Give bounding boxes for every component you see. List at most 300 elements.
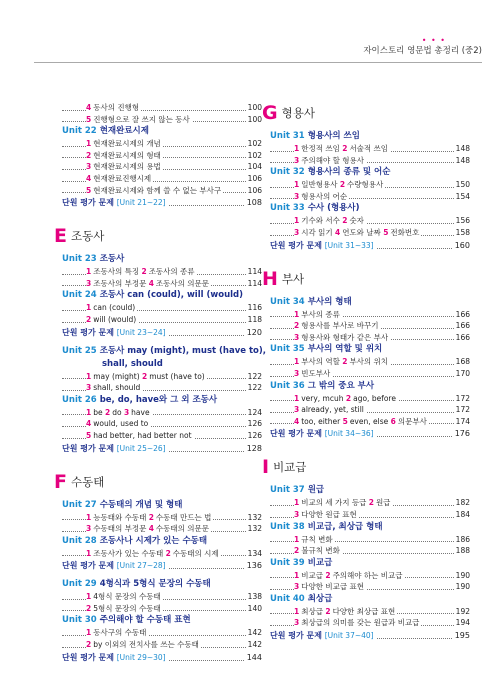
toc-entry[interactable]	[270, 155, 470, 167]
page-number: 144	[246, 652, 262, 662]
item-number: 2	[86, 640, 92, 650]
unit-title: 조동사	[99, 254, 125, 265]
entry-text	[294, 228, 421, 237]
unit-test-entry[interactable]	[270, 427, 470, 440]
page-number: 148	[455, 144, 470, 153]
item-number: 3	[294, 405, 300, 415]
section-title: 조동사	[70, 229, 105, 244]
unit-test-label	[62, 653, 168, 662]
page-number: 148	[455, 155, 470, 165]
item-text: 동사의 진행형	[93, 103, 140, 112]
item-number: 1	[294, 534, 300, 544]
item-number: 2	[142, 371, 148, 381]
page-number: 188	[455, 546, 470, 556]
toc-entry[interactable]	[270, 368, 470, 380]
unit-number: Unit 33	[270, 203, 308, 214]
item-number: 1	[86, 512, 92, 522]
item-number: 5	[86, 430, 92, 440]
toc-entry[interactable]	[270, 191, 470, 203]
unit-heading[interactable]	[270, 130, 470, 143]
section-title: 부사	[281, 271, 305, 286]
toc-entry[interactable]	[270, 320, 470, 332]
page-number: 176	[454, 429, 470, 439]
toc-entry[interactable]	[62, 173, 262, 185]
page-number: 114	[247, 278, 262, 288]
toc-entry[interactable]	[62, 314, 262, 326]
unit-heading[interactable]	[270, 521, 470, 534]
section-heading	[262, 102, 470, 124]
item-number: 2	[86, 314, 92, 324]
item-number: 1	[86, 267, 92, 277]
item-number: 6	[390, 416, 396, 426]
entry-text	[86, 408, 152, 417]
unit-number: Unit 40	[270, 593, 308, 604]
item-number: 1	[294, 498, 300, 508]
entry-text	[294, 618, 421, 627]
item-text: 불규칙 변화	[301, 546, 340, 556]
toc-entry[interactable]	[270, 356, 470, 368]
toc-entry[interactable]	[62, 430, 262, 442]
running-header	[363, 36, 482, 56]
item-number: 5	[383, 227, 389, 237]
section-heading	[262, 456, 470, 478]
toc-entry[interactable]	[62, 114, 262, 126]
toc-entry[interactable]	[62, 185, 262, 197]
unit-test-label	[270, 631, 376, 640]
toc-entry[interactable]	[62, 371, 262, 383]
item-text: do	[112, 407, 124, 417]
toc-entry[interactable]	[270, 606, 470, 618]
item-text: have	[131, 407, 150, 417]
item-number: 3	[86, 162, 92, 172]
item-number: 3	[294, 191, 300, 201]
unit-heading[interactable]	[270, 202, 470, 215]
item-number: 1	[86, 371, 92, 381]
unit-test-title: 단원 평가 문제	[270, 631, 325, 641]
toc-entry[interactable]	[62, 138, 262, 150]
item-text: too, either	[301, 416, 343, 426]
unit-heading[interactable]	[62, 253, 262, 266]
entry-text	[86, 549, 221, 558]
item-number: 2	[345, 393, 352, 403]
toc-entry[interactable]	[270, 227, 470, 239]
unit-test-range: [Unit 27~28]	[116, 561, 166, 571]
item-number: 2	[342, 144, 348, 153]
unit-number: Unit 24	[62, 290, 100, 301]
unit-title: 원급	[307, 485, 325, 496]
page-number: 100	[247, 103, 262, 112]
item-text: would, used to	[93, 419, 149, 429]
entry-text	[294, 321, 380, 330]
unit-heading[interactable]	[270, 380, 470, 393]
item-text: 기수와 서수	[301, 216, 343, 226]
entry-text	[86, 383, 142, 392]
unit-title: be, do, have와 그 외 조동사	[99, 394, 218, 405]
item-number: 1	[294, 570, 300, 580]
page-number: 122	[247, 371, 262, 381]
unit-test-title: 단원 평가 문제	[62, 561, 117, 571]
toc-entry[interactable]	[62, 150, 262, 162]
page-number: 102	[247, 139, 262, 149]
toc-entry[interactable]	[62, 523, 262, 535]
item-number: 3	[294, 368, 300, 378]
item-text: 현재완료시제의 개념	[93, 139, 161, 149]
item-number: 1	[86, 303, 92, 313]
item-number: 4	[86, 103, 92, 112]
item-text: 조동사의 부정문	[93, 278, 149, 288]
unit-title: 조동사 can (could), will (would)	[99, 290, 244, 301]
unit-title: 그 밖의 중요 부사	[307, 380, 375, 391]
item-text: 형용사를 부사로 바꾸기	[301, 321, 379, 331]
unit-number: Unit 39	[270, 557, 308, 568]
page-number: 138	[247, 592, 262, 602]
page-number: 124	[247, 407, 262, 417]
item-number: 2	[294, 321, 300, 331]
unit-test-label	[62, 444, 168, 453]
unit-title: 조동사 may (might), must (have to),	[99, 345, 266, 356]
item-text: had better, had better not	[93, 430, 192, 440]
entry-text	[86, 524, 211, 533]
page-number: 134	[247, 548, 262, 558]
item-text: 다양한 최상급 표현	[332, 606, 396, 616]
toc-entry[interactable]	[62, 266, 262, 278]
item-number: 1	[86, 592, 92, 602]
unit-test-entry[interactable]	[62, 196, 262, 209]
entry-text	[86, 372, 207, 381]
entry-text	[86, 431, 194, 440]
toc-entry[interactable]	[62, 102, 262, 114]
item-text: 부사의 역할	[301, 357, 343, 367]
toc-entry[interactable]	[270, 416, 470, 428]
unit-heading[interactable]	[62, 289, 262, 302]
item-number: 1	[86, 628, 92, 638]
item-number: 2	[86, 603, 92, 613]
page-number: 156	[455, 216, 470, 226]
item-text: 수동태 만드는 법	[155, 512, 212, 522]
item-number: 1	[294, 606, 300, 616]
toc-entry[interactable]	[62, 407, 262, 419]
page-number: 142	[247, 640, 262, 650]
toc-entry[interactable]	[62, 161, 262, 173]
entry-text	[86, 315, 138, 324]
item-text: 주의해야 할 형용사	[301, 155, 364, 165]
item-text: 빈도부사	[301, 368, 331, 378]
unit-test-title: 단원 평가 문제	[62, 652, 117, 662]
toc-entry[interactable]	[62, 639, 262, 651]
unit-heading[interactable]	[62, 345, 266, 358]
entry-text	[86, 303, 137, 312]
item-text: 조동사가 있는 수동태	[93, 548, 166, 558]
unit-title: 형용사의 종류 및 어순	[307, 167, 391, 178]
toc-entry[interactable]	[270, 393, 470, 405]
item-number: 2	[342, 216, 348, 226]
unit-title: 주의해야 할 수동태 표현	[99, 615, 191, 626]
entry-text	[294, 571, 405, 580]
entry-text	[86, 604, 163, 613]
item-number: 1	[86, 139, 92, 149]
item-text: 비교의 세 가지 등급	[301, 498, 369, 508]
unit-number: Unit 38	[270, 521, 308, 532]
item-number: 5	[342, 416, 348, 426]
unit-heading[interactable]	[62, 499, 262, 512]
item-number: 1	[86, 407, 92, 417]
page-number: 126	[247, 419, 262, 429]
entry-text	[86, 419, 150, 428]
section-title: 비교급	[273, 460, 307, 475]
toc-entry[interactable]	[270, 534, 470, 546]
section-heading	[262, 268, 470, 290]
item-text: 전화번호	[390, 227, 420, 237]
page-number: 102	[247, 150, 262, 160]
toc-entry[interactable]	[62, 418, 262, 430]
item-number: 4	[148, 278, 154, 288]
item-text: 조동사의 의문문	[155, 278, 210, 288]
entry-text	[294, 333, 390, 342]
unit-title: 최상급	[307, 593, 333, 604]
unit-heading[interactable]	[270, 593, 470, 606]
toc-column-right	[262, 102, 470, 642]
unit-number: Unit 27	[62, 499, 100, 510]
unit-test-title: 단원 평가 문제	[62, 198, 117, 208]
section-letter: I	[262, 456, 270, 479]
toc-entry[interactable]	[270, 497, 470, 509]
item-number: 3	[294, 618, 300, 628]
header-dots: • • •	[421, 36, 446, 45]
item-text: already, yet, still	[301, 405, 364, 415]
toc-entry[interactable]	[270, 309, 470, 321]
item-text: 수량형용사	[347, 180, 384, 190]
unit-number: Unit 37	[270, 485, 308, 496]
page-number: 132	[247, 524, 262, 534]
item-text: 규칙 변화	[301, 534, 333, 544]
unit-number: Unit 22	[62, 126, 100, 137]
page-number: 118	[247, 314, 262, 324]
page-number: 108	[246, 198, 262, 208]
toc-entry[interactable]	[62, 302, 262, 314]
page-number: 195	[454, 631, 470, 641]
entry-text	[294, 535, 335, 544]
item-number: 4	[148, 524, 154, 534]
page-number: 160	[454, 240, 470, 250]
toc-entry[interactable]	[270, 545, 470, 557]
item-text: 숫자	[349, 216, 364, 226]
unit-heading[interactable]	[62, 394, 262, 407]
item-number: 4	[294, 416, 300, 426]
item-number: 3	[86, 278, 92, 288]
unit-heading[interactable]	[62, 125, 262, 138]
page-number: 126	[247, 430, 262, 440]
item-number: 4	[86, 173, 92, 183]
unit-title: 비교급	[307, 557, 333, 568]
page-number: 116	[247, 303, 262, 313]
unit-title: 조동사나 시제가 있는 수동태	[99, 535, 208, 546]
toc-entry[interactable]	[62, 278, 262, 290]
unit-test-label	[62, 198, 168, 207]
unit-test-entry[interactable]	[62, 442, 262, 455]
unit-heading[interactable]	[62, 614, 262, 627]
entry-text	[86, 628, 148, 637]
page-number: 194	[455, 618, 470, 628]
page-number: 120	[246, 327, 262, 337]
unit-test-entry[interactable]	[62, 651, 262, 664]
page-number: 158	[455, 227, 470, 237]
item-number: 2	[368, 498, 374, 508]
toc-entry[interactable]	[270, 404, 470, 416]
toc-entry[interactable]	[62, 382, 262, 394]
item-text: 한정적 쓰임	[301, 144, 343, 153]
item-text: 조동사의 특징	[93, 267, 142, 277]
unit-heading[interactable]	[62, 578, 262, 591]
item-text: 연도와 날짜	[342, 227, 384, 237]
item-text: 서술적 쓰임	[349, 144, 389, 153]
page-number: 132	[247, 512, 262, 522]
toc-entry[interactable]	[270, 332, 470, 344]
item-text: 다양한 비교급 표현	[301, 582, 364, 592]
unit-test-title: 단원 평가 문제	[270, 240, 325, 250]
page-number: 142	[247, 628, 262, 638]
unit-test-entry[interactable]	[270, 629, 470, 642]
unit-number: Unit 32	[270, 167, 308, 178]
page-number: 182	[455, 498, 470, 508]
item-number: 5	[86, 114, 92, 124]
item-text: be	[93, 407, 105, 417]
entry-text	[294, 582, 366, 591]
entry-text	[86, 186, 223, 195]
page-number: 122	[247, 383, 262, 393]
section-title: 형용사	[281, 106, 315, 120]
unit-test-range: [Unit 31~33]	[324, 240, 374, 250]
entry-text	[294, 405, 366, 414]
item-text: 형용사와 형태가 같은 부사	[301, 332, 389, 342]
item-number: 1	[294, 393, 300, 403]
unit-test-range: [Unit 25~26]	[116, 443, 166, 453]
item-number: 3	[86, 383, 92, 393]
page-number: 170	[455, 368, 470, 378]
unit-title: 부사의 형태	[307, 296, 352, 307]
toc-entry[interactable]	[270, 617, 470, 629]
item-number: 1	[294, 216, 300, 226]
section-title: 수동태	[70, 474, 105, 489]
unit-heading-continued: shall, should	[102, 358, 163, 369]
entry-text	[86, 267, 197, 276]
toc-entry[interactable]	[270, 215, 470, 227]
item-text: 현재완료진행시제	[93, 173, 152, 183]
unit-test-entry[interactable]	[270, 239, 470, 252]
page-number: 190	[455, 582, 470, 592]
toc-entry[interactable]	[270, 509, 470, 521]
item-text: ago, before	[353, 393, 396, 403]
entry-text	[294, 417, 429, 426]
page-number: 186	[455, 534, 470, 544]
toc-entry[interactable]	[270, 179, 470, 191]
unit-test-entry[interactable]	[62, 559, 262, 572]
unit-title: 4형식과 5형식 문장의 수동태	[99, 579, 211, 590]
toc-entry[interactable]	[62, 603, 262, 615]
unit-number: Unit 30	[62, 615, 100, 626]
unit-number: Unit 25	[62, 345, 100, 356]
entry-text	[294, 369, 332, 378]
item-number: 2	[86, 150, 92, 160]
toc-entry[interactable]	[62, 591, 262, 603]
item-number: 3	[294, 582, 300, 592]
unit-test-label	[270, 241, 376, 250]
item-text: 원급	[375, 498, 391, 508]
page-number: 166	[455, 309, 470, 319]
item-text: 다양한 원급 표현	[301, 509, 357, 519]
unit-number: Unit 31	[270, 131, 308, 141]
toc-entry[interactable]	[62, 512, 262, 524]
entry-text	[294, 192, 349, 201]
item-text: may (might)	[93, 371, 143, 381]
item-number: 2	[141, 267, 147, 277]
item-text: 시각 읽기	[301, 227, 335, 237]
section-letter: H	[262, 267, 278, 290]
unit-test-entry[interactable]	[62, 326, 262, 339]
entry-text	[294, 498, 392, 507]
unit-heading[interactable]	[270, 343, 470, 356]
unit-test-label	[62, 561, 168, 570]
item-number: 3	[294, 155, 300, 165]
item-text: 수동태의 의문문	[155, 524, 210, 534]
toc-entry[interactable]	[62, 627, 262, 639]
page-number: 172	[455, 393, 470, 403]
unit-heading[interactable]	[270, 557, 470, 570]
unit-test-range: [Unit 21~22]	[116, 198, 166, 208]
toc-entry[interactable]	[270, 570, 470, 582]
unit-heading[interactable]	[62, 535, 262, 548]
item-number: 5	[86, 185, 92, 195]
item-text: 최상급의 의미를 갖는 원급과 비교급	[301, 618, 420, 628]
item-number: 2	[339, 180, 346, 190]
page-number: 174	[455, 416, 470, 426]
item-text: 현재완료시제의 형태	[93, 150, 161, 160]
unit-title: 형용사의 쓰임	[307, 131, 360, 141]
entry-text	[86, 640, 201, 649]
item-text: can (could)	[93, 303, 136, 313]
unit-number: Unit 29	[62, 579, 100, 590]
item-text: 수동태의 시제	[172, 548, 219, 558]
entry-text	[86, 162, 163, 171]
page-number: 166	[455, 332, 470, 342]
unit-heading[interactable]	[270, 484, 470, 497]
item-text: 수동태의 부정문	[93, 524, 149, 534]
item-text: by 이외의 전치사를 쓰는 수동태	[93, 640, 199, 650]
toc-entry[interactable]	[270, 581, 470, 593]
item-number: 1	[294, 309, 300, 319]
item-text: 형용사의 어순	[301, 191, 348, 201]
unit-heading[interactable]	[270, 166, 470, 179]
unit-test-label	[62, 328, 168, 337]
item-text: 최상급	[301, 606, 326, 616]
toc-column-left	[54, 102, 266, 664]
item-number: 2	[165, 548, 171, 558]
item-number: 3	[294, 227, 300, 237]
item-number: 2	[325, 606, 331, 616]
unit-title: 부사의 역할 및 위치	[307, 344, 383, 355]
entry-text	[86, 139, 163, 148]
toc-entry[interactable]	[270, 143, 470, 155]
item-text: will (would)	[93, 314, 137, 324]
unit-heading[interactable]	[270, 296, 470, 309]
item-number: 2	[104, 407, 111, 417]
item-text: 부사의 종류	[301, 309, 340, 319]
unit-test-range: [Unit 37~40]	[324, 631, 374, 641]
toc-entry[interactable]	[62, 548, 262, 560]
entry-text	[294, 394, 398, 403]
item-text: even, else	[349, 416, 391, 426]
header-title: 자이스토리 영문법 총정리 (중2)	[363, 46, 482, 56]
unit-number: Unit 26	[62, 394, 100, 405]
